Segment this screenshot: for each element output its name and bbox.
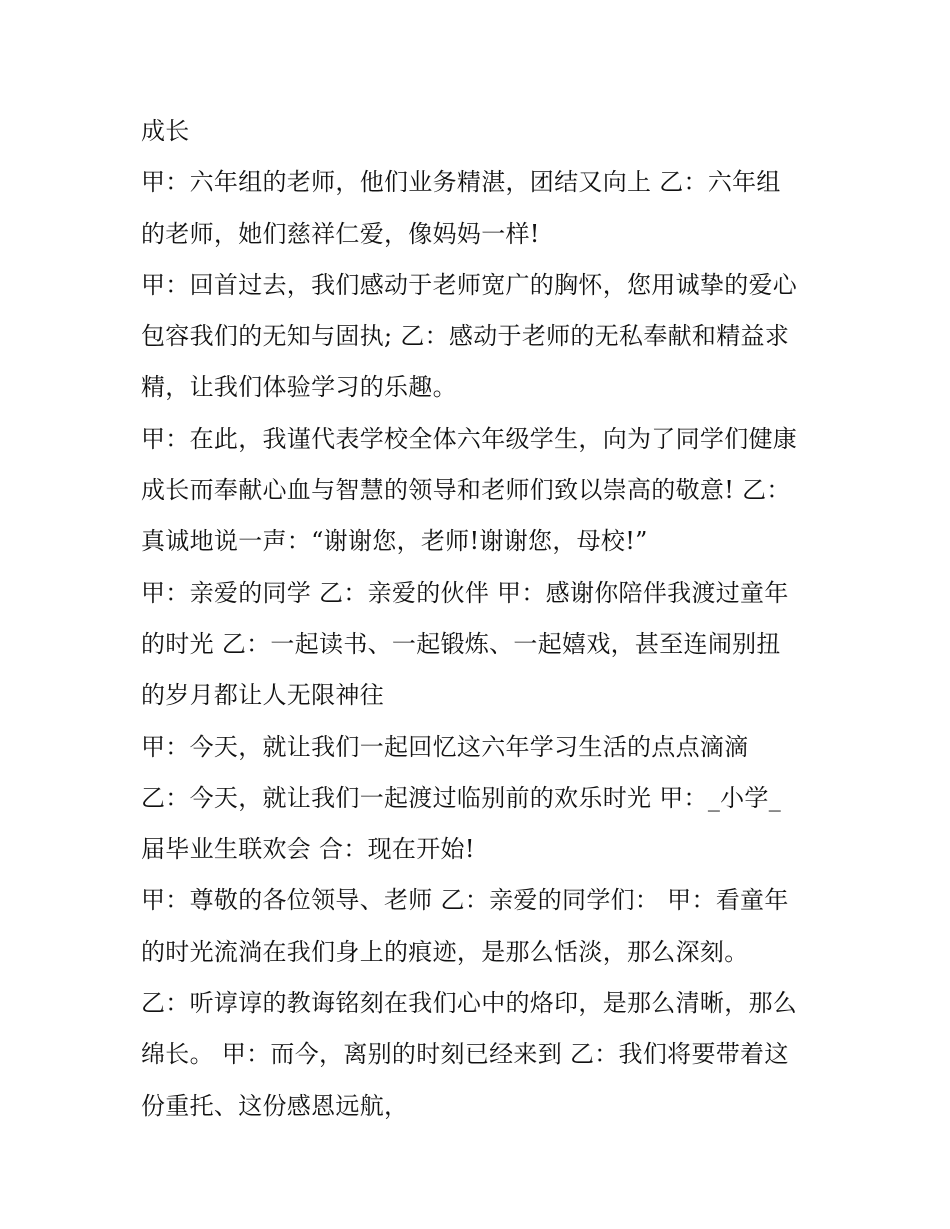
- text-line-15: 届毕业生联欢会 合：现在开始!: [141, 835, 475, 864]
- text-line-20: 份重托、这份感恩远航，: [141, 1091, 409, 1120]
- text-line-8: 成长而奉献心血与智慧的领导和老师们致以崇高的敬意! 乙：: [141, 476, 791, 505]
- text-line-17: 的时光流淌在我们身上的痕迹，是那么恬淡，那么深刻。: [141, 937, 749, 966]
- text-line-10: 甲：亲爱的同学 乙：亲爱的伙伴 甲：感谢你陪伴我渡过童年: [141, 578, 789, 607]
- text-line-5: 包容我们的无知与固执; 乙：感动于老师的无私奉献和精益求: [141, 322, 790, 351]
- text-line-12: 的岁月都让人无限神往: [141, 681, 384, 710]
- text-line-13: 甲：今天，就让我们一起回忆这六年学习生活的点点滴滴: [141, 732, 749, 761]
- text-line-16: 甲：尊敬的各位领导、老师 乙：亲爱的同学们： 甲：看童年: [141, 886, 789, 915]
- text-line-14: 乙：今天，就让我们一起渡过临别前的欢乐时光 甲：_小学_: [141, 783, 782, 812]
- text-line-3: 的老师，她们慈祥仁爱，像妈妈一样!: [141, 219, 540, 248]
- text-line-19: 绵长。 甲：而今，离别的时刻已经来到 乙：我们将要带着这: [141, 1040, 789, 1069]
- text-line-18: 乙：听谆谆的教诲铭刻在我们心中的烙印，是那么清晰，那么: [141, 989, 798, 1018]
- text-line-11: 的时光 乙：一起读书、一起锻炼、一起嬉戏，甚至连闹别扭: [141, 629, 781, 658]
- document-body: [141, 106, 821, 1132]
- text-line-2: 甲：六年组的老师，他们业务精湛，团结又向上 乙：六年组: [141, 168, 781, 197]
- text-line-6: 精，让我们体验学习的乐趣。: [141, 373, 457, 402]
- text-line-4: 甲：回首过去，我们感动于老师宽广的胸怀，您用诚挚的爱心: [141, 270, 798, 299]
- text-line-1: 成长: [141, 117, 190, 145]
- text-line-9: 真诚地说一声：“谢谢您，老师!谢谢您，母校!”: [141, 527, 648, 556]
- text-line-7: 甲：在此，我谨代表学校全体六年级学生，向为了同学们健康: [141, 424, 798, 453]
